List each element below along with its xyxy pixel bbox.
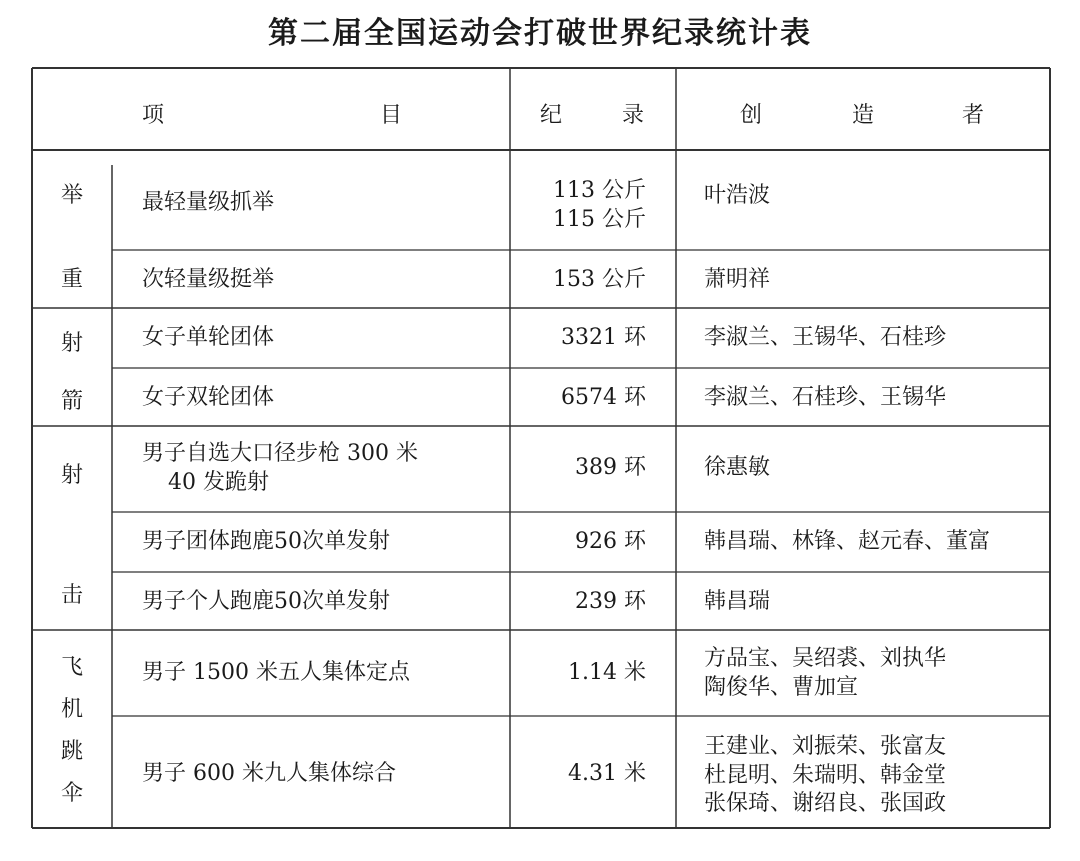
record-value: 115 公斤 — [553, 207, 646, 232]
item-text: 女子双轮团体 — [142, 384, 275, 410]
header-item-a: 项 — [142, 103, 165, 128]
creator-cell — [704, 370, 946, 426]
header-item-b: 目 — [380, 103, 403, 128]
header-creator-c: 者 — [962, 103, 985, 128]
creator-cell — [704, 252, 770, 308]
creator-text: 韩昌瑞 — [704, 588, 771, 614]
creator-text: 张保琦、谢绍良、张国政 — [704, 791, 947, 817]
category-parachute-char-3: 跳 — [60, 739, 83, 764]
table-row-item — [142, 310, 274, 366]
record-cell — [520, 440, 646, 496]
item-text: 男子 1500 米五人集体定点 — [142, 659, 410, 685]
creator-cell — [704, 730, 946, 822]
creator-text: 萧明祥 — [704, 266, 771, 292]
item-text: 男子 600 米九人集体综合 — [142, 760, 396, 786]
header-record-b: 录 — [622, 103, 645, 128]
table-row-item — [142, 370, 274, 426]
creator-text: 王建业、刘振荣、张富友 — [704, 734, 947, 760]
record-value: 926 环 — [575, 528, 646, 554]
creator-text: 叶浩波 — [704, 182, 771, 208]
table-row-item — [142, 645, 410, 701]
creator-text: 徐惠敏 — [704, 454, 771, 480]
record-cell — [520, 574, 646, 630]
category-parachute-char-2: 机 — [60, 697, 83, 722]
table-row-item — [142, 168, 274, 238]
creator-cell — [704, 574, 770, 630]
creator-text: 韩昌瑞、林锋、赵元春、董富 — [704, 528, 991, 554]
category-archery-char-2: 箭 — [60, 389, 83, 414]
record-value: 113 公斤 — [553, 178, 646, 204]
record-cell — [520, 310, 646, 366]
category-shooting-char-2: 击 — [60, 583, 83, 608]
record-cell — [520, 165, 646, 247]
header-creator-b: 造 — [852, 103, 875, 128]
record-cell — [520, 645, 646, 701]
table-row-item — [142, 514, 390, 570]
creator-cell — [704, 514, 990, 570]
record-value: 153 公斤 — [553, 266, 646, 292]
item-text: 男子自选大口径步枪 300 米 — [142, 441, 418, 467]
table-row-item — [142, 252, 274, 308]
header-creator-a: 创 — [740, 103, 763, 128]
record-value: 3321 环 — [561, 324, 646, 350]
record-cell — [520, 746, 646, 802]
category-weightlifting-char-1: 举 — [60, 183, 83, 208]
record-value: 389 环 — [575, 454, 646, 480]
creator-cell — [704, 440, 770, 496]
creator-cell — [704, 168, 770, 224]
category-archery-char-1: 射 — [60, 331, 83, 356]
item-text: 最轻量级抓举 — [142, 189, 275, 215]
creator-text: 杜昆明、朱瑞明、韩金堂 — [704, 762, 947, 788]
category-parachute-char-4: 伞 — [60, 781, 83, 806]
category-shooting-char-1: 射 — [60, 463, 83, 488]
page-title: 第二届全国运动会打破世界纪录统计表 — [268, 16, 812, 51]
table-row-item — [142, 432, 418, 506]
item-text: 次轻量级挺举 — [142, 266, 275, 292]
item-text: 男子团体跑鹿50次单发射 — [142, 528, 390, 554]
item-text: 女子单轮团体 — [142, 324, 275, 350]
creator-text: 李淑兰、石桂珍、王锡华 — [704, 384, 947, 410]
item-text: 40 发跪射 — [168, 470, 269, 495]
record-value: 4.31 米 — [568, 760, 646, 786]
table-row-item — [142, 574, 390, 630]
creator-cell — [704, 310, 946, 366]
table-row-item — [142, 746, 396, 802]
header-record-a: 纪 — [540, 103, 563, 128]
category-weightlifting-char-2: 重 — [60, 267, 83, 292]
category-parachute-char-1: 飞 — [60, 655, 83, 680]
creator-text: 李淑兰、王锡华、石桂珍 — [704, 324, 947, 350]
record-cell — [520, 252, 646, 308]
record-cell — [520, 514, 646, 570]
record-value: 1.14 米 — [568, 659, 646, 685]
creator-cell — [704, 642, 946, 706]
record-cell — [520, 370, 646, 426]
record-value: 239 环 — [575, 588, 646, 614]
record-value: 6574 环 — [561, 384, 646, 410]
creator-text: 陶俊华、曹加宣 — [704, 675, 859, 700]
item-text: 男子个人跑鹿50次单发射 — [142, 588, 390, 614]
creator-text: 方品宝、吴绍裘、刘执华 — [704, 646, 947, 672]
